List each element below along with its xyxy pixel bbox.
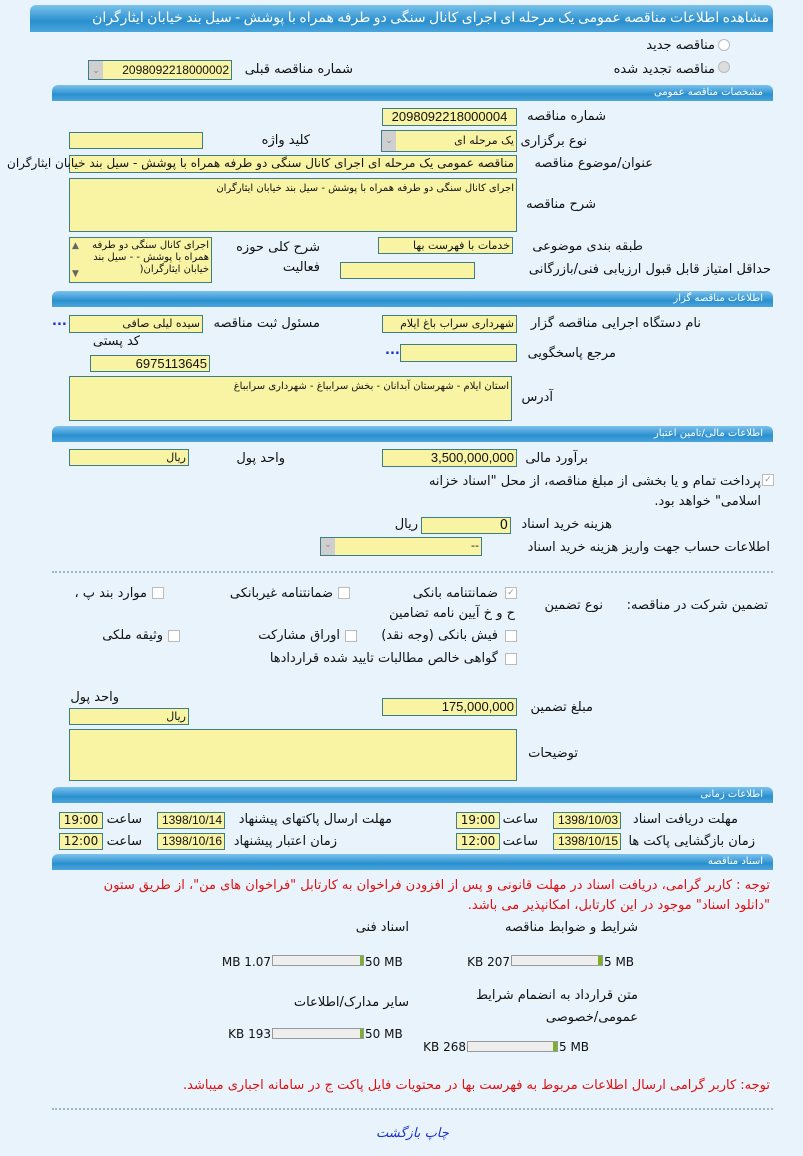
chevron-down-icon: ⌄ <box>321 538 335 555</box>
description-label: شرح مناقصه <box>526 197 596 212</box>
keyword-field[interactable] <box>69 132 203 149</box>
reference-field[interactable] <box>400 344 517 362</box>
page-title: مشاهده اطلاعات مناقصه عمومی یک مرحله ای اجرای کانال سنگی دو طرفه همراه با پوشش - سیل بند خیابان ایثارگران <box>30 5 773 32</box>
validity-time[interactable]: 12:00 <box>59 833 103 850</box>
registrar-more-button[interactable]: ... <box>52 314 67 329</box>
holding-type-select[interactable]: ⌄ یک مرحله ای <box>381 130 517 152</box>
guarantee-option-bonds-checkbox[interactable] <box>345 630 357 642</box>
guarantee-option-label: ضمانتنامه غیربانکی <box>229 586 333 601</box>
chevron-down-icon: ⌄ <box>89 61 103 79</box>
doc-item-label: شرایط و ضوابط مناقصه <box>505 920 638 935</box>
guarantee-option-label: وثیقه ملکی <box>102 628 163 643</box>
estimate-label: برآورد مالی <box>525 451 588 466</box>
progress-fill <box>360 1029 363 1038</box>
prev-number-label: شماره مناقصه قبلی <box>244 62 353 77</box>
submit-deadline-date[interactable]: 1398/10/14 <box>157 812 225 829</box>
guarantee-type-label: نوع تضمین <box>544 598 603 613</box>
prev-number-select[interactable]: ⌄ 2098092218000002 <box>88 60 232 80</box>
guarantee-option-label: اوراق مشارکت <box>258 628 340 643</box>
guarantee-option-nonbank-checkbox[interactable] <box>338 587 350 599</box>
print-link[interactable]: چاپ <box>424 1126 449 1141</box>
section-general-header: مشخصات مناقصه عمومی <box>52 85 773 101</box>
doc-item-label: سایر مدارک/اطلاعات <box>293 995 409 1010</box>
doc-deadline-label: مهلت دریافت اسناد <box>632 812 738 827</box>
min-score-label: حداقل امتیاز قابل قبول ارزیابی فنی/بازرگانی <box>528 262 771 277</box>
scroll-down-icon[interactable]: ▼ <box>72 269 79 279</box>
notes-textarea[interactable] <box>69 729 517 781</box>
doc-fee-unit: ریال <box>394 517 418 532</box>
validity-date[interactable]: 1398/10/16 <box>157 833 225 850</box>
section-organizer-header: اطلاعات مناقصه گزار <box>52 291 773 307</box>
submit-deadline-label: مهلت ارسال پاکتهای پیشنهاد <box>238 812 392 827</box>
postal-label: کد پستی <box>92 334 140 349</box>
section-financial-header: اطلاعات مالی/تامین اعتبار <box>52 426 773 442</box>
progress-fill <box>360 956 363 965</box>
radio-renewed-label: مناقصه تجدید شده <box>613 62 715 77</box>
tender-number-field[interactable]: 2098092218000004 <box>382 108 517 126</box>
min-score-field[interactable] <box>340 262 475 279</box>
address-textarea[interactable]: استان ایلام - شهرستان آبدانان - بخش سرابباغ - شهرداری سرابباغ <box>69 376 512 421</box>
guarantee-amount-label: مبلغ تضمین <box>530 700 593 715</box>
guarantee-amount-field[interactable]: 175,000,000 <box>382 698 517 716</box>
guarantee-option-label: موارد بند پ ، <box>74 586 147 601</box>
activity-listbox[interactable]: ▲ ▼ اجرای کانال سنگی دو طرفه همراه با پوشش - - سیل بند خیابان ایثارگران( <box>69 237 212 283</box>
opening-date[interactable]: 1398/10/15 <box>553 833 621 850</box>
divider <box>52 1108 773 1110</box>
doc-fee-field[interactable]: 0 <box>421 517 511 534</box>
category-field[interactable]: خدمات با فهرست بها <box>378 237 513 254</box>
opening-time[interactable]: 12:00 <box>456 833 500 850</box>
doc-deadline-date[interactable]: 1398/10/03 <box>553 812 621 829</box>
chevron-down-icon: ⌄ <box>382 131 396 151</box>
divider <box>52 571 773 573</box>
registrar-field[interactable]: سیده لیلی صافی <box>69 315 203 333</box>
progress-fill <box>598 956 602 965</box>
guarantee-bank-line2: ح و خ آیین نامه تضامین <box>389 606 515 621</box>
account-label: اطلاعات حساب جهت واریز هزینه خرید اسناد <box>527 540 770 555</box>
progress-fill <box>553 1042 557 1051</box>
guarantee-option-bank-checkbox[interactable]: ✓ <box>505 587 517 599</box>
time-label: ساعت <box>106 812 142 827</box>
subject-field[interactable]: مناقصه عمومی یک مرحله ای اجرای کانال سنگی دو طرفه همراه با پوشش - سیل بند خیابان ایثارگران <box>69 155 517 173</box>
radio-new-tender[interactable] <box>718 39 730 51</box>
reference-label: مرجع پاسخگویی <box>527 346 616 361</box>
doc-item-size: 268 KB <box>423 1040 466 1054</box>
validity-label: زمان اعتبار پیشنهاد <box>233 834 337 849</box>
doc-item-progress-bar <box>511 955 603 966</box>
guarantee-currency-field[interactable]: ریال <box>69 708 189 725</box>
guarantee-option-label: گواهی خالص مطالبات تایید شده قراردادها <box>269 651 498 666</box>
price-list-note: توجه: کاربر گرامی ارسال اطلاعات مربوط به فهرست بها در محتویات فایل پاکت ج در سامانه اجباری میباشد. <box>183 1078 770 1093</box>
address-label: آدرس <box>521 390 553 405</box>
guarantee-option-label: فیش بانکی (وجه نقد) <box>381 628 498 643</box>
time-label: ساعت <box>502 812 538 827</box>
guarantee-option-receivables-checkbox[interactable] <box>505 653 517 665</box>
guarantee-option-clause-checkbox[interactable] <box>152 587 164 599</box>
notes-label: توضیحات <box>528 746 578 761</box>
keyword-label: کلید واژه <box>261 133 310 148</box>
scroll-up-icon[interactable]: ▲ <box>72 241 79 251</box>
doc-item-progress-bar <box>467 1041 558 1052</box>
doc-item-size: 207 KB <box>467 955 510 969</box>
activity-label: شرح کلی حوزه فعالیت <box>236 240 320 275</box>
doc-item-progress-bar <box>272 1028 364 1039</box>
guarantee-label: تضمین شرکت در مناقصه: <box>626 598 768 613</box>
subject-label: عنوان/موضوع مناقصه <box>534 156 653 171</box>
guarantee-currency-label: واحد پول <box>70 690 119 705</box>
section-documents-header: اسناد مناقصه <box>52 854 773 870</box>
postal-field[interactable]: 6975113645 <box>90 355 210 372</box>
time-label: ساعت <box>502 834 538 849</box>
doc-item-size: 1.07 MB <box>221 955 271 969</box>
reference-more-button[interactable]: ... <box>385 343 400 358</box>
section-timing-header: اطلاعات زمانی <box>52 787 773 803</box>
back-link[interactable]: بازگشت <box>376 1126 421 1141</box>
tender-number-label: شماره مناقصه <box>527 109 606 124</box>
radio-renewed-tender[interactable] <box>718 61 730 73</box>
documents-note: توجه : کاربر گرامی، دریافت اسناد در مهلت قانونی و پس از افزودن فراخوان به کارتابل "فراخوان های من"، از طریق ستون "دانلود اسناد" موجود در این کارتابل، امکانپذیر می باشد. <box>103 878 770 913</box>
category-label: طبقه بندی موضوعی <box>532 239 643 254</box>
org-field[interactable]: شهرداری سراب باغ ایلام <box>382 315 517 333</box>
org-label: نام دستگاه اجرایی مناقصه گزار <box>530 316 701 331</box>
holding-type-label: نوع برگزاری <box>520 134 587 149</box>
registrar-label: مسئول ثبت مناقصه <box>213 316 320 331</box>
treasury-checkbox[interactable]: ✓ <box>762 474 774 486</box>
radio-new-label: مناقصه جدید <box>646 38 715 53</box>
doc-item-max: 50 MB <box>365 1027 403 1041</box>
doc-deadline-time[interactable]: 19:00 <box>456 812 500 829</box>
guarantee-option-label: ضمانتنامه بانکی <box>412 586 498 601</box>
guarantee-option-property-checkbox[interactable] <box>168 630 180 642</box>
guarantee-option-cash-checkbox[interactable] <box>505 630 517 642</box>
doc-item-max: 50 MB <box>365 955 403 969</box>
doc-item-label: متن قرارداد به انضمام شرایط عمومی/خصوصی <box>475 988 638 1025</box>
treasury-text: پرداخت تمام و یا بخشی از مبلغ مناقصه، از محل "اسناد خزانه اسلامی" خواهد بود. <box>428 474 761 509</box>
time-label: ساعت <box>106 834 142 849</box>
submit-deadline-time[interactable]: 19:00 <box>59 812 103 829</box>
doc-item-max: 5 MB <box>559 1040 590 1054</box>
doc-item-max: 5 MB <box>604 955 635 969</box>
doc-item-progress-bar <box>272 955 364 966</box>
doc-fee-label: هزینه خرید اسناد <box>521 517 612 532</box>
doc-item-size: 193 KB <box>228 1027 271 1041</box>
account-select[interactable]: ⌄ -- <box>320 537 482 556</box>
opening-label: زمان بازگشایی پاکت ها <box>628 834 755 849</box>
currency-label: واحد پول <box>236 451 285 466</box>
description-textarea[interactable]: اجرای کانال سنگی دو طرفه همراه با پوشش - سیل بند خیابان ایثارگران <box>69 178 517 232</box>
doc-item-label: اسناد فنی <box>355 920 409 935</box>
estimate-field[interactable]: 3,500,000,000 <box>382 449 517 467</box>
currency-field[interactable]: ریال <box>69 449 189 466</box>
